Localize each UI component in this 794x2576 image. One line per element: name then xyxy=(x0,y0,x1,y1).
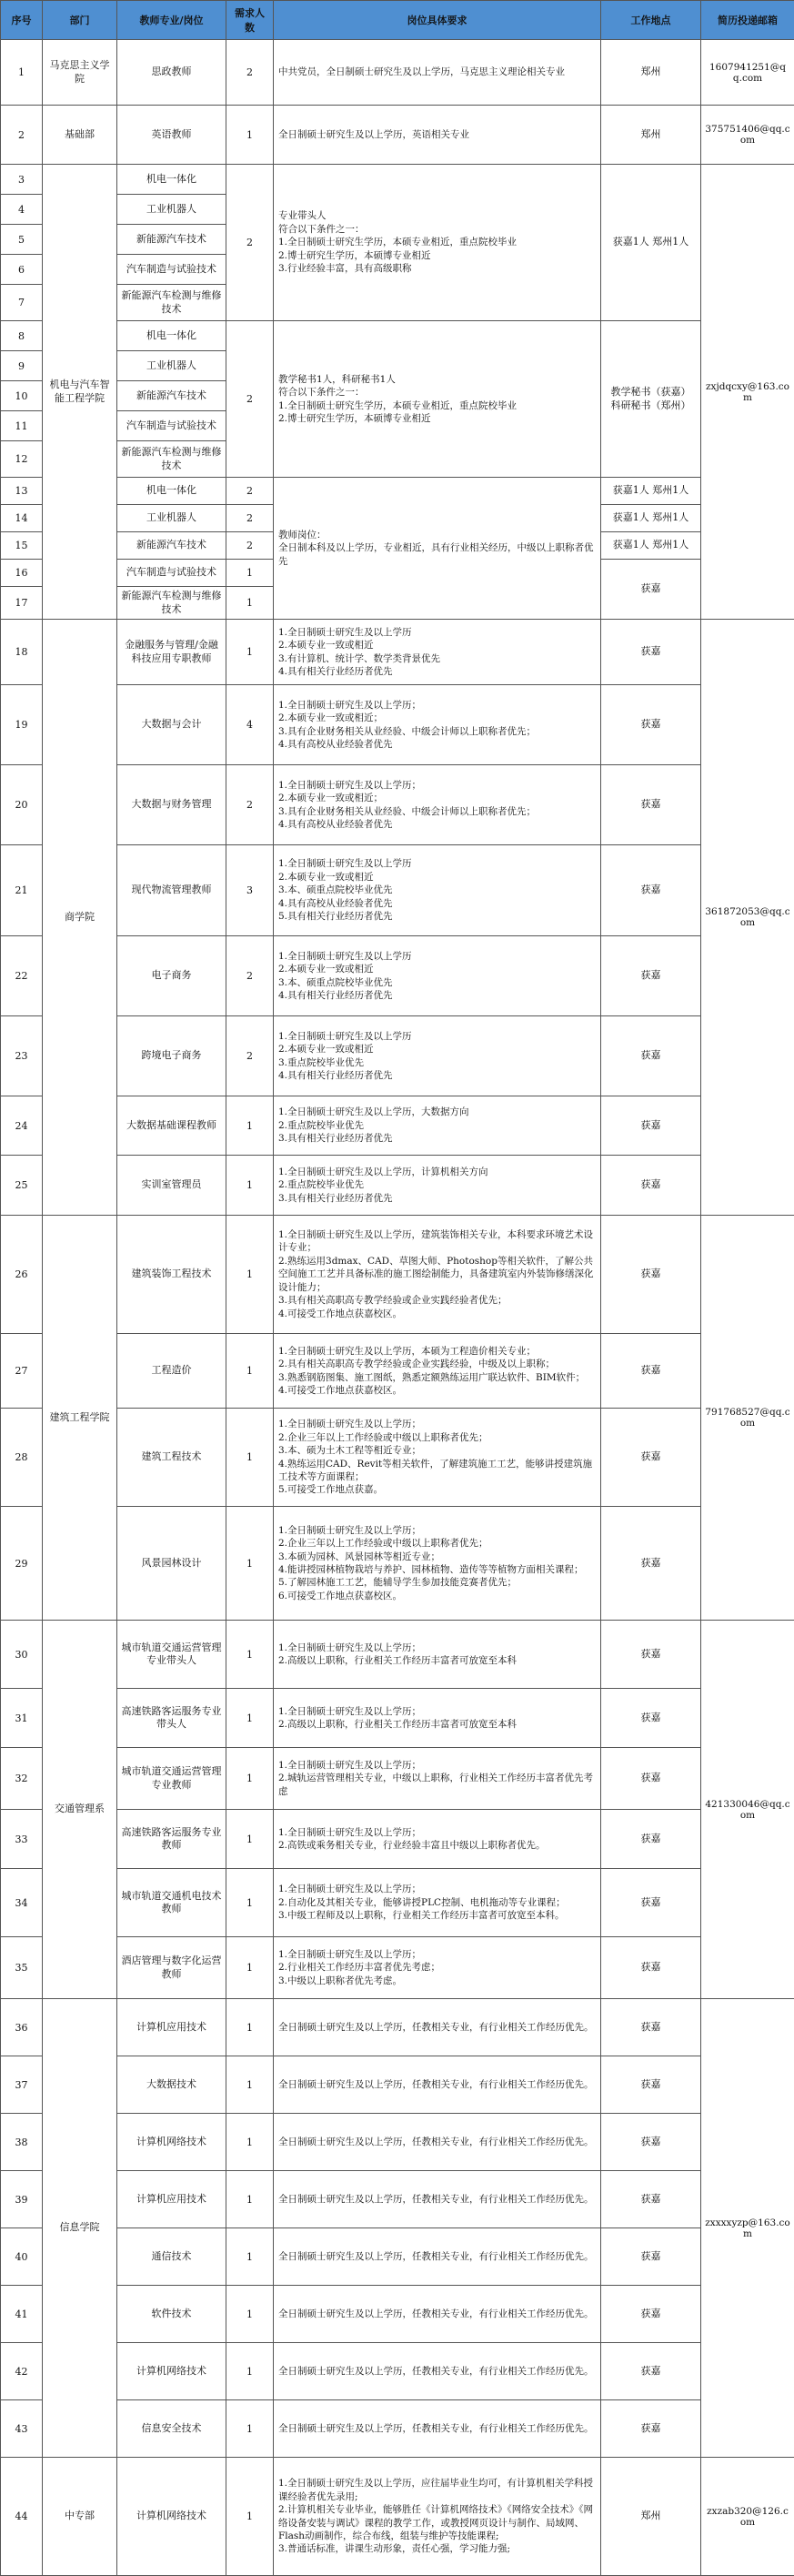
requirements-cell: 1.全日制硕士研究生及以上学历； 2.行业相关工作经历丰富者优先考虑； 3.中级以上职称者优先考虑。 xyxy=(274,1937,601,1999)
position-cell: 新能源汽车技术 xyxy=(117,381,226,411)
requirements-cell: 1.全日制硕士研究生及以上学历； 2.本硕专业一致或相近； 3.具有企业财务相关从业经验、中级会计师以上职称者优先； 4.具有高校从业经验者优先 xyxy=(274,685,601,765)
position-cell: 工程造价 xyxy=(117,1334,226,1409)
requirements-cell: 1.全日制硕士研究生及以上学历 2.本硕专业一致或相近 3.本、硕重点院校毕业优先 4.具有高校从业经验者优先 5.具有相关行业经历者优先 xyxy=(274,845,601,936)
location-cell: 获嘉 xyxy=(601,1810,701,1869)
header-location: 工作地点 xyxy=(601,1,701,40)
row-index: 18 xyxy=(1,620,43,685)
row-index: 9 xyxy=(1,351,43,381)
count-cell: 1 xyxy=(226,2400,274,2458)
row-index: 31 xyxy=(1,1689,43,1748)
row-index: 26 xyxy=(1,1216,43,1334)
count-cell: 1 xyxy=(226,2056,274,2114)
location-cell: 获嘉 xyxy=(601,1409,701,1507)
email-cell: 361872053@qq.com xyxy=(701,620,794,1216)
table-row xyxy=(1,2171,794,2228)
row-index: 33 xyxy=(1,1810,43,1869)
email-cell: 791768527@qq.com xyxy=(701,1216,794,1621)
count-cell: 1 xyxy=(226,560,274,587)
position-cell: 计算机应用技术 xyxy=(117,1999,226,2056)
requirements-cell: 中共党员，全日制硕士研究生及以上学历，马克思主义理论相关专业 xyxy=(274,40,601,106)
position-cell: 英语教师 xyxy=(117,106,226,165)
row-index: 12 xyxy=(1,441,43,478)
header-index: 序号 xyxy=(1,1,43,40)
table-row xyxy=(1,1096,794,1156)
row-index: 17 xyxy=(1,587,43,620)
position-cell: 通信技术 xyxy=(117,2228,226,2286)
count-cell: 1 xyxy=(226,1621,274,1689)
table-row xyxy=(1,1869,794,1937)
count-cell: 2 xyxy=(226,40,274,106)
row-index: 3 xyxy=(1,165,43,195)
email-cell: zxjdqcxy@163.com xyxy=(701,165,794,620)
row-index: 16 xyxy=(1,560,43,587)
position-cell: 新能源汽车技术 xyxy=(117,532,226,560)
position-cell: 高速铁路客运服务专业教师 xyxy=(117,1810,226,1869)
row-index: 35 xyxy=(1,1937,43,1999)
dept-cell: 商学院 xyxy=(43,620,117,1216)
row-index: 10 xyxy=(1,381,43,411)
dept-cell: 马克思主义学院 xyxy=(43,40,117,106)
requirements-cell: 专业带头人 符合以下条件之一： 1.全日制硕士研究生学历，本硕专业相近，重点院校毕业 2.博士研究生学历，本硕博专业相近 3.行业经验丰富，具有高级职称 xyxy=(274,165,601,321)
row-index: 24 xyxy=(1,1096,43,1156)
location-cell: 获嘉 xyxy=(601,1869,701,1937)
position-cell: 新能源汽车检测与维修技术 xyxy=(117,587,226,620)
row-index: 43 xyxy=(1,2400,43,2458)
requirements-cell: 1.全日制硕士研究生及以上学历，计算机相关方向 2.重点院校毕业优先 3.具有相关行业经历者优先 xyxy=(274,1156,601,1216)
location-cell: 获嘉 xyxy=(601,1156,701,1216)
count-cell: 1 xyxy=(226,1937,274,1999)
location-cell: 郑州 xyxy=(601,106,701,165)
table-row xyxy=(1,478,794,505)
email-cell: zxxxxyzp@163.com xyxy=(701,1999,794,2458)
row-index: 11 xyxy=(1,411,43,441)
position-cell: 汽车制造与试验技术 xyxy=(117,411,226,441)
header-requirements: 岗位具体要求 xyxy=(274,1,601,40)
count-cell: 1 xyxy=(226,1869,274,1937)
requirements-cell: 1.全日制硕士研究生及以上学历，本硕为工程造价相关专业； 2.具有相关高职高专教学经验或企业实践经验，中级及以上职称； 3.熟悉钢筋图集、施工图纸，熟悉定额熟练运用广联达软件、BIM软件； 4.可接受工作地点获嘉校区。 xyxy=(274,1334,601,1409)
table-row xyxy=(1,40,794,106)
row-index: 36 xyxy=(1,1999,43,2056)
table-header-row xyxy=(1,1,794,40)
location-cell: 获嘉 xyxy=(601,620,701,685)
row-index: 32 xyxy=(1,1748,43,1810)
table-row xyxy=(1,1409,794,1507)
row-index: 20 xyxy=(1,765,43,845)
requirements-cell: 1.全日制硕士研究生及以上学历 2.本硕专业一致或相近 3.有计算机、统计学、数学类背景优先 4.具有相关行业经历者优先 xyxy=(274,620,601,685)
email-cell: 1607941251@qq.com xyxy=(701,40,794,106)
location-cell: 获嘉 xyxy=(601,845,701,936)
row-index: 2 xyxy=(1,106,43,165)
dept-cell: 基础部 xyxy=(43,106,117,165)
position-cell: 城市轨道交通运营管理专业教师 xyxy=(117,1748,226,1810)
position-cell: 建筑工程技术 xyxy=(117,1409,226,1507)
row-index: 30 xyxy=(1,1621,43,1689)
row-index: 13 xyxy=(1,478,43,505)
position-cell: 思政教师 xyxy=(117,40,226,106)
table-row xyxy=(1,106,794,165)
location-cell: 获嘉 xyxy=(601,560,701,620)
position-cell: 信息安全技术 xyxy=(117,2400,226,2458)
count-cell: 2 xyxy=(226,1016,274,1096)
dept-cell: 交通管理系 xyxy=(43,1621,117,1999)
location-cell: 获嘉 xyxy=(601,2114,701,2171)
location-cell: 获嘉1人 郑州1人 xyxy=(601,532,701,560)
row-index: 41 xyxy=(1,2286,43,2343)
location-cell: 获嘉 xyxy=(601,2056,701,2114)
table-row xyxy=(1,2056,794,2114)
count-cell: 1 xyxy=(226,1096,274,1156)
requirements-cell: 全日制硕士研究生及以上学历，任教相关专业，有行业相关工作经历优先。 xyxy=(274,1999,601,2056)
header-position: 教师专业/岗位 xyxy=(117,1,226,40)
location-cell: 获嘉 xyxy=(601,2286,701,2343)
requirements-cell: 1.全日制硕士研究生及以上学历； 2.高级以上职称，行业相关工作经历丰富者可放宽至本科 xyxy=(274,1621,601,1689)
requirements-cell: 全日制硕士研究生及以上学历，任教相关专业，有行业相关工作经历优先。 xyxy=(274,2228,601,2286)
requirements-cell: 1.全日制硕士研究生及以上学历； 2.本硕专业一致或相近； 3.具有企业财务相关从业经验、中级会计师以上职称者优先； 4.具有高校从业经验者优先 xyxy=(274,765,601,845)
location-cell: 获嘉 xyxy=(601,1334,701,1409)
count-cell: 1 xyxy=(226,2286,274,2343)
position-cell: 新能源汽车检测与维修技术 xyxy=(117,441,226,478)
row-index: 19 xyxy=(1,685,43,765)
row-index: 5 xyxy=(1,225,43,255)
count-cell: 3 xyxy=(226,845,274,936)
count-cell: 1 xyxy=(226,2114,274,2171)
table-row xyxy=(1,1334,794,1409)
table-row xyxy=(1,1156,794,1216)
requirements-cell: 1.全日制硕士研究生及以上学历； 2.高铁或乘务相关专业，行业经验丰富且中级以上职称者优先。 xyxy=(274,1810,601,1869)
position-cell: 工业机器人 xyxy=(117,195,226,225)
location-cell: 获嘉 xyxy=(601,2400,701,2458)
location-cell: 获嘉 xyxy=(601,1999,701,2056)
location-cell: 郑州 xyxy=(601,40,701,106)
row-index: 27 xyxy=(1,1334,43,1409)
row-index: 44 xyxy=(1,2458,43,2576)
count-cell: 1 xyxy=(226,1156,274,1216)
count-cell: 1 xyxy=(226,1409,274,1507)
position-cell: 城市轨道交通机电技术教师 xyxy=(117,1869,226,1937)
row-index: 15 xyxy=(1,532,43,560)
position-cell: 电子商务 xyxy=(117,936,226,1016)
count-cell: 1 xyxy=(226,1689,274,1748)
table-row xyxy=(1,321,794,351)
position-cell: 大数据基础课程教师 xyxy=(117,1096,226,1156)
position-cell: 新能源汽车技术 xyxy=(117,225,226,255)
count-cell: 2 xyxy=(226,478,274,505)
position-cell: 机电一体化 xyxy=(117,321,226,351)
location-cell: 获嘉 xyxy=(601,685,701,765)
table-row xyxy=(1,1621,794,1689)
row-index: 4 xyxy=(1,195,43,225)
location-cell: 郑州 xyxy=(601,2458,701,2576)
email-cell: 421330046@qq.com xyxy=(701,1621,794,1999)
table-row xyxy=(1,1016,794,1096)
count-cell: 1 xyxy=(226,1216,274,1334)
requirements-cell: 全日制硕士研究生及以上学历，任教相关专业，有行业相关工作经历优先。 xyxy=(274,2400,601,2458)
location-cell: 获嘉 xyxy=(601,1937,701,1999)
requirements-cell: 1.全日制硕士研究生及以上学历； 2.高级以上职称，行业相关工作经历丰富者可放宽至本科 xyxy=(274,1689,601,1748)
table-row xyxy=(1,1748,794,1810)
requirements-cell: 1.全日制硕士研究生及以上学历 2.本硕专业一致或相近 3.本、硕重点院校毕业优先 4.具有相关行业经历者优先 xyxy=(274,936,601,1016)
position-cell: 计算机网络技术 xyxy=(117,2114,226,2171)
count-cell: 2 xyxy=(226,321,274,478)
dept-cell: 中专部 xyxy=(43,2458,117,2576)
location-cell: 获嘉1人 郑州1人 xyxy=(601,165,701,321)
location-cell: 获嘉 xyxy=(601,1689,701,1748)
count-cell: 2 xyxy=(226,505,274,532)
count-cell: 4 xyxy=(226,685,274,765)
row-index: 25 xyxy=(1,1156,43,1216)
row-index: 6 xyxy=(1,255,43,285)
count-cell: 1 xyxy=(226,1507,274,1621)
location-cell: 获嘉 xyxy=(601,1096,701,1156)
requirements-cell: 教师岗位： 全日制本科及以上学历，专业相近，具有行业相关经历，中级以上职称者优先 xyxy=(274,478,601,620)
position-cell: 汽车制造与试验技术 xyxy=(117,255,226,285)
table-row xyxy=(1,620,794,685)
row-index: 8 xyxy=(1,321,43,351)
requirements-cell: 全日制硕士研究生及以上学历，任教相关专业，有行业相关工作经历优先。 xyxy=(274,2343,601,2400)
table-row xyxy=(1,1937,794,1999)
position-cell: 大数据与会计 xyxy=(117,685,226,765)
count-cell: 1 xyxy=(226,2458,274,2576)
location-cell: 获嘉 xyxy=(601,2343,701,2400)
location-cell: 获嘉 xyxy=(601,2171,701,2228)
dept-cell: 建筑工程学院 xyxy=(43,1216,117,1621)
position-cell: 软件技术 xyxy=(117,2286,226,2343)
location-cell: 获嘉1人 郑州1人 xyxy=(601,478,701,505)
table-row xyxy=(1,165,794,195)
location-cell: 获嘉 xyxy=(601,765,701,845)
header-department: 部门 xyxy=(43,1,117,40)
row-index: 22 xyxy=(1,936,43,1016)
row-index: 21 xyxy=(1,845,43,936)
position-cell: 跨境电子商务 xyxy=(117,1016,226,1096)
position-cell: 高速铁路客运服务专业带头人 xyxy=(117,1689,226,1748)
row-index: 42 xyxy=(1,2343,43,2400)
position-cell: 计算机应用技术 xyxy=(117,2171,226,2228)
position-cell: 实训室管理员 xyxy=(117,1156,226,1216)
count-cell: 1 xyxy=(226,2343,274,2400)
table-row xyxy=(1,2286,794,2343)
table-row xyxy=(1,2114,794,2171)
count-cell: 1 xyxy=(226,1810,274,1869)
count-cell: 2 xyxy=(226,532,274,560)
position-cell: 现代物流管理教师 xyxy=(117,845,226,936)
location-cell: 获嘉 xyxy=(601,1216,701,1334)
requirements-cell: 全日制硕士研究生及以上学历，任教相关专业，有行业相关工作经历优先。 xyxy=(274,2114,601,2171)
count-cell: 2 xyxy=(226,165,274,321)
table-row xyxy=(1,2228,794,2286)
table-row xyxy=(1,685,794,765)
location-cell: 获嘉 xyxy=(601,1621,701,1689)
location-cell: 获嘉 xyxy=(601,1507,701,1621)
requirements-cell: 全日制硕士研究生及以上学历，任教相关专业，有行业相关工作经历优先。 xyxy=(274,2056,601,2114)
header-email: 简历投递邮箱 xyxy=(701,1,794,40)
count-cell: 1 xyxy=(226,106,274,165)
position-cell: 工业机器人 xyxy=(117,351,226,381)
position-cell: 大数据与财务管理 xyxy=(117,765,226,845)
dept-cell: 机电与汽车智能工程学院 xyxy=(43,165,117,620)
count-cell: 1 xyxy=(226,1334,274,1409)
header-count: 需求人数 xyxy=(226,1,274,40)
count-cell: 1 xyxy=(226,587,274,620)
table-row xyxy=(1,1999,794,2056)
requirements-cell: 全日制硕士研究生及以上学历，任教相关专业，有行业相关工作经历优先。 xyxy=(274,2171,601,2228)
requirements-cell: 1.全日制硕士研究生及以上学历； 2.企业三年以上工作经验或中级以上职称者优先； 3.本硕为园林、风景园林等相近专业； 4.能讲授园林植物栽培与养护、园林植物、造传等等植物方面相关课程； 5.了解园林施工工艺，能辅导学生参加技能竞赛者优先； 6.可接受工作地点获嘉校区。 xyxy=(274,1507,601,1621)
position-cell: 酒店管理与数字化运营教师 xyxy=(117,1937,226,1999)
table-row xyxy=(1,845,794,936)
table-row xyxy=(1,1689,794,1748)
requirements-cell: 1.全日制硕士研究生及以上学历； 2.企业三年以上工作经验或中级以上职称者优先； 3.本、硕为土木工程等相近专业； 4.熟练运用CAD、Revit等相关软件，了解建筑施工工艺，能够讲授建筑施工技术等方面课程； 5.可接受工作地点获嘉。 xyxy=(274,1409,601,1507)
location-cell: 获嘉 xyxy=(601,1748,701,1810)
row-index: 34 xyxy=(1,1869,43,1937)
requirements-cell: 1.全日制硕士研究生及以上学历； 2.自动化及其相关专业，能够讲授PLC控制、电机拖动等专业课程； 3.中级工程师及以上职称，行业相关工作经历丰富者可放宽至本科。 xyxy=(274,1869,601,1937)
position-cell: 新能源汽车检测与维修技术 xyxy=(117,285,226,321)
requirements-cell: 全日制硕士研究生及以上学历，英语相关专业 xyxy=(274,106,601,165)
table-row xyxy=(1,936,794,1016)
position-cell: 风景园林设计 xyxy=(117,1507,226,1621)
requirements-cell: 教学秘书1人，科研秘书1人 符合以下条件之一： 1.全日制硕士研究生学历，本硕专业相近，重点院校毕业 2.博士研究生学历，本硕博专业相近 xyxy=(274,321,601,478)
row-index: 23 xyxy=(1,1016,43,1096)
location-cell: 获嘉 xyxy=(601,1016,701,1096)
position-cell: 金融服务与管理/金融科技应用专职教师 xyxy=(117,620,226,685)
requirements-cell: 1.全日制硕士研究生及以上学历，大数据方向 2.重点院校毕业优先 3.具有相关行业经历者优先 xyxy=(274,1096,601,1156)
requirements-cell: 全日制硕士研究生及以上学历，任教相关专业，有行业相关工作经历优先。 xyxy=(274,2286,601,2343)
location-cell: 获嘉 xyxy=(601,936,701,1016)
table-row xyxy=(1,2458,794,2576)
requirements-cell: 1.全日制硕士研究生及以上学历，建筑装饰相关专业，本科要求环境艺术设计专业； 2.熟练运用3dmax、CAD、草图大师、Photoshop等相关软件，了解公共空间施工工艺并具备标准的施工图绘制能力，具备建筑室内外装饰修缮深化设计能力； 3.具有相关高职高专教学经验或企业实践经验者优先； 4.可接受工作地点获嘉校区。 xyxy=(274,1216,601,1334)
location-cell: 获嘉1人 郑州1人 xyxy=(601,505,701,532)
row-index: 37 xyxy=(1,2056,43,2114)
count-cell: 1 xyxy=(226,2228,274,2286)
table-row xyxy=(1,2343,794,2400)
table-row xyxy=(1,1216,794,1334)
row-index: 38 xyxy=(1,2114,43,2171)
position-cell: 建筑装饰工程技术 xyxy=(117,1216,226,1334)
email-cell: zxzab320@126.com xyxy=(701,2458,794,2576)
location-cell: 教学秘书（获嘉） 科研秘书（郑州） xyxy=(601,321,701,478)
row-index: 7 xyxy=(1,285,43,321)
row-index: 40 xyxy=(1,2228,43,2286)
row-index: 29 xyxy=(1,1507,43,1621)
requirements-cell: 1.全日制硕士研究生及以上学历，应往届毕业生均可，有计算机相关学科授课经验者优先录用; 2.计算机相关专业毕业，能够胜任《计算机网络技术》《网络安全技术》《网络设备安装与调试》课程的教学工作，或教授网页设计与制作、局域网、Flash动画制作，综合布线，组装与维护等技能课程; 3.普通话标准，讲课生动形象，责任心强，学习能力强; xyxy=(274,2458,601,2576)
position-cell: 机电一体化 xyxy=(117,165,226,195)
position-cell: 大数据技术 xyxy=(117,2056,226,2114)
table-row xyxy=(1,2400,794,2458)
position-cell: 计算机网络技术 xyxy=(117,2343,226,2400)
count-cell: 2 xyxy=(226,936,274,1016)
row-index: 14 xyxy=(1,505,43,532)
position-cell: 城市轨道交通运营管理专业带头人 xyxy=(117,1621,226,1689)
requirements-cell: 1.全日制硕士研究生及以上学历 2.本硕专业一致或相近 3.重点院校毕业优先 4.具有相关行业经历者优先 xyxy=(274,1016,601,1096)
count-cell: 1 xyxy=(226,1748,274,1810)
count-cell: 1 xyxy=(226,2171,274,2228)
position-cell: 工业机器人 xyxy=(117,505,226,532)
dept-cell: 信息学院 xyxy=(43,1999,117,2458)
row-index: 28 xyxy=(1,1409,43,1507)
position-cell: 计算机网络技术 xyxy=(117,2458,226,2576)
table-row xyxy=(1,765,794,845)
requirements-cell: 1.全日制硕士研究生及以上学历； 2.城轨运营管理相关专业，中级以上职称，行业相关工作经历丰富者优先考虑 xyxy=(274,1748,601,1810)
row-index: 39 xyxy=(1,2171,43,2228)
position-cell: 汽车制造与试验技术 xyxy=(117,560,226,587)
count-cell: 1 xyxy=(226,1999,274,2056)
table-row xyxy=(1,1507,794,1621)
email-cell: 375751406@qq.com xyxy=(701,106,794,165)
table-row xyxy=(1,1810,794,1869)
location-cell: 获嘉 xyxy=(601,2228,701,2286)
count-cell: 1 xyxy=(226,620,274,685)
count-cell: 2 xyxy=(226,765,274,845)
position-cell: 机电一体化 xyxy=(117,478,226,505)
row-index: 1 xyxy=(1,40,43,106)
